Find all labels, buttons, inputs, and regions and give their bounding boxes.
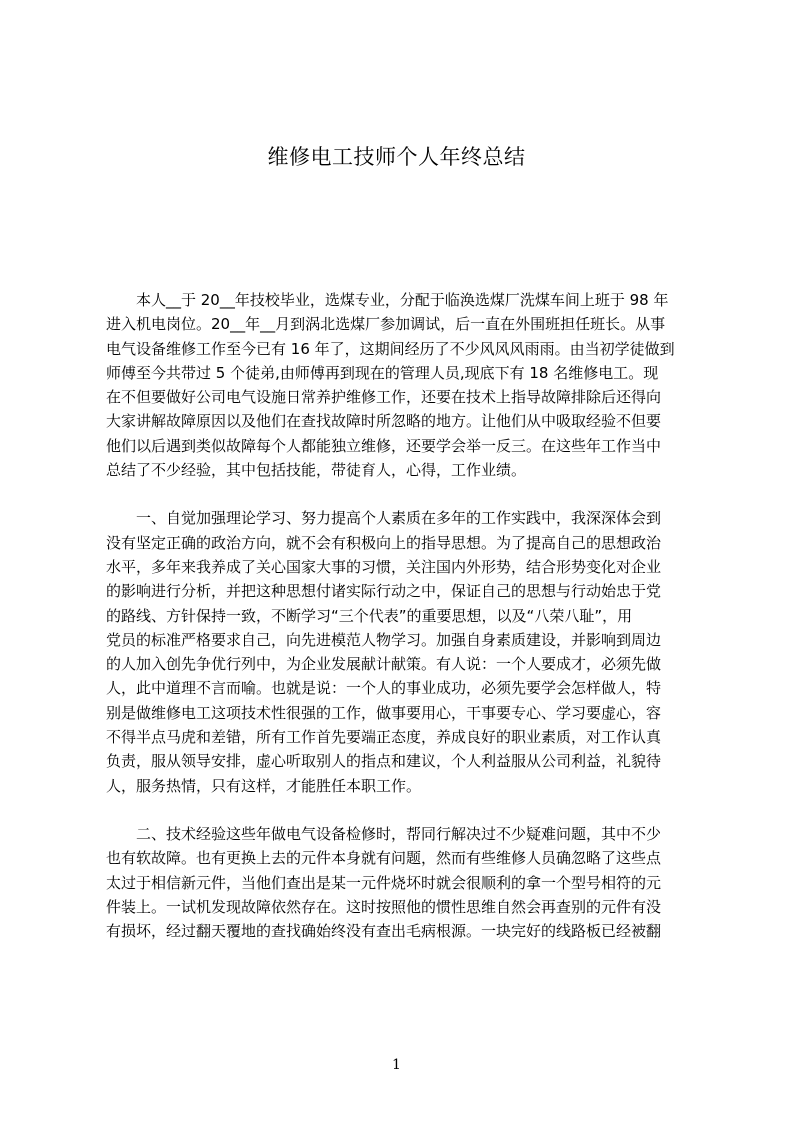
text-line: 师傅至今共带过 5 个徒弟,由师傅再到现在的管理人员,现底下有 18 名维修电工。现 (106, 363, 659, 382)
document-body (106, 288, 698, 1048)
text-line: 太过于相信新元件，当他们查出是某一元件烧坏时就会很顺利的拿一个型号相符的元 (106, 873, 662, 892)
text-line: 进入机电岗位。20__年__月到涡北选煤厂参加调试，后一直在外围班担任班长。从事 (106, 315, 666, 334)
text-line: 党员的标准严格要求自己，向先进模范人物学习。加强自身素质建设，并影响到周边 (106, 630, 662, 649)
document-title: 维修电工技师个人年终总结 (267, 145, 526, 169)
text-line: 的路线、方针保持一致，不断学习“三个代表”的重要思想，以及“八荣八耻”，用 (106, 606, 633, 625)
text-line: 的人加入创先争优行列中，为企业发展献计献策。有人说：一个人要成才，必须先做 (106, 655, 662, 674)
text-line: 也有软故障。也有更换上去的元件本身就有问题，然而有些维修人员确忽略了这些点 (106, 849, 662, 868)
text-line: 二、技术经验这些年做电气设备检修时，帮同行解决过不少疑难问题，其中不少 (136, 824, 662, 843)
paragraph-2 (106, 506, 698, 798)
text-line: 人，此中道理不言而喻。也就是说：一个人的事业成功，必须先要学会怎样做人，特 (106, 679, 662, 698)
text-line: 一、自觉加强理论学习、努力提高个人素质在多年的工作实践中，我深深体会到 (136, 509, 662, 528)
text-line: 负责，服从领导安排，虚心听取别人的指点和建议，个人利益服从公司利益，礼貌待 (106, 752, 662, 771)
text-line: 大家讲解故障原因以及他们在查找故障时所忽略的地方。让他们从中吸取经验不但要 (106, 412, 662, 431)
text-line: 没有坚定正确的政治方向，就不会有积极向上的指导思想。为了提高自己的思想政治 (106, 533, 662, 552)
text-line: 总结了不少经验，其中包括技能，带徒育人，心得，工作业绩。 (106, 461, 527, 480)
text-line: 本人__于 20__年技校毕业，选煤专业，分配于临涣选煤厂洗煤车间上班于 98 年 (136, 291, 669, 309)
text-line: 件装上。一试机发现故障依然存在。这时按照他的惯性思维自然会再查别的元件有没 (106, 897, 662, 916)
text-line: 的影响进行分析，并把这种思想付诸实际行动之中，保证自己的思想与行动始忠于党 (106, 582, 662, 601)
text-line: 有损坏，经过翻天覆地的查找确始终没有查出毛病根源。一块完好的线路板已经被翻 (106, 922, 662, 941)
text-line: 人，服务热情，只有这样，才能胜任本职工作。 (106, 776, 422, 795)
text-line: 在不但要做好公司电气设施日常养护维修工作，还要在技术上指导故障排除后还得向 (106, 388, 662, 407)
text-line: 别是做维修电工这项技术性很强的工作，做事要用心，干事要专心、学习要虚心，容 (106, 703, 662, 722)
page-number: 1 (392, 1057, 401, 1073)
text-line: 他们以后遇到类似故障每个人都能独立维修，还要学会举一反三。在这些年工作当中 (106, 436, 662, 455)
paragraph-3 (106, 822, 698, 943)
text-line: 水平，多年来我养成了关心国家大事的习惯，关注国内外形势，结合形势变化对企业 (106, 557, 662, 576)
text-line: 电气设备维修工作至今已有 16 年了，这期间经历了不少风风风雨雨。由当初学徒做到 (106, 339, 675, 358)
paragraph-1 (106, 288, 698, 482)
text-line: 不得半点马虎和差错，所有工作首先要端正态度，养成良好的职业素质，对工作认真 (106, 728, 662, 747)
